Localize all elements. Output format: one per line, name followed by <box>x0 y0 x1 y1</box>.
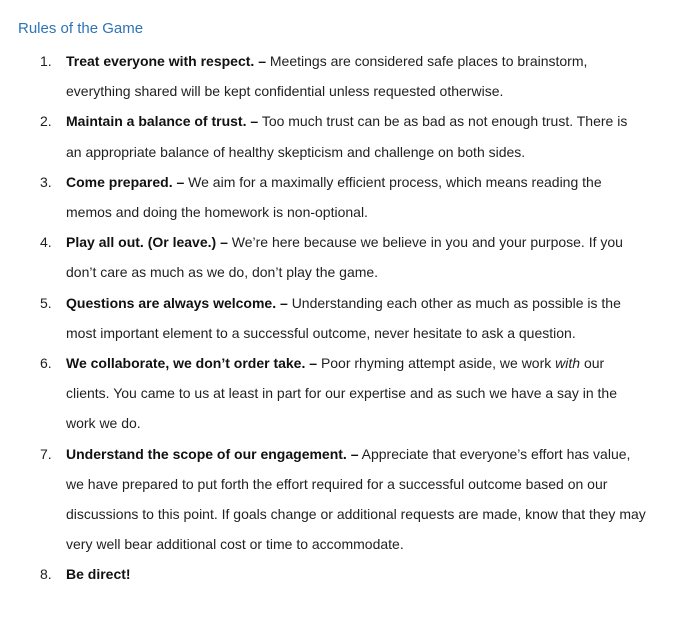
rule-dash: – <box>176 173 185 190</box>
rule-dash: – <box>350 445 359 462</box>
rule-number: 6. <box>40 355 52 372</box>
rule-number: 7. <box>40 445 52 462</box>
rule-number: 2. <box>40 113 52 130</box>
rule-item-5 <box>0 288 646 348</box>
rule-dash: – <box>258 53 266 69</box>
rules-list <box>0 46 674 590</box>
rule-title: Be direct! <box>66 566 131 583</box>
rule-item-1 <box>0 46 646 106</box>
rule-body: Appreciate that everyone’s effort has value, we have prepared to put forth the effort required for a successful outcome based on our discussions to this point. If goals change or additional requests are made, know that they may very well bear additional cost or time to accommodate. <box>66 445 646 553</box>
rule-item-7 <box>0 439 646 560</box>
rule-item-6 <box>0 348 646 439</box>
rule-item-8 <box>0 559 646 589</box>
rule-body: Too much trust can be as bad as not enough trust. There is an appropriate balance of healthy skepticism and challenge on both sides. <box>66 113 628 160</box>
rule-title: Play all out. (Or leave.) <box>66 234 217 251</box>
rule-title: Treat everyone with respect. <box>66 53 255 69</box>
rule-body-text: Poor rhyming attempt aside, we work <box>320 355 556 372</box>
rule-body: We aim for a maximally efficient process, which means reading the memos and doing the homework is non-optional. <box>66 173 602 221</box>
rule-title: Questions are always welcome. <box>66 294 277 311</box>
rule-item-4 <box>0 227 646 287</box>
rule-title: We collaborate, we don’t order take. <box>66 355 306 372</box>
rule-body-text: our clients. You came to us at least in part for our expertise and as such we have a say in the work we do. <box>66 355 617 432</box>
rule-title: Come prepared. <box>66 173 173 190</box>
rule-dash: – <box>280 294 288 311</box>
rule-number: 5. <box>40 294 52 311</box>
rule-number: 1. <box>40 53 52 69</box>
rule-body: We’re here because we believe in you and your purpose. If you don’t care as much as we do, don’t play the game. <box>66 234 623 281</box>
rule-dash: – <box>309 355 318 372</box>
rule-title: Understand the scope of our engagement. <box>66 445 347 462</box>
rule-dash: – <box>220 234 228 251</box>
rule-body: Understanding each other as much as possible is the most important element to a successful outcome, never hesitate to ask a question. <box>66 294 621 341</box>
rule-number: 8. <box>40 566 52 583</box>
rule-dash: – <box>250 113 259 130</box>
page-title: Rules of the Game <box>18 20 144 37</box>
rule-number: 3. <box>40 173 52 190</box>
rule-body: Meetings are considered safe places to brainstorm, everything shared will be kept confidential unless requested otherwise. <box>66 53 588 100</box>
rule-item-2 <box>0 106 646 166</box>
rule-title: Maintain a balance of trust. <box>66 113 247 130</box>
rule-number: 4. <box>40 234 52 251</box>
rule-item-3 <box>0 167 646 227</box>
rule-body-emphasis: with <box>555 355 581 372</box>
